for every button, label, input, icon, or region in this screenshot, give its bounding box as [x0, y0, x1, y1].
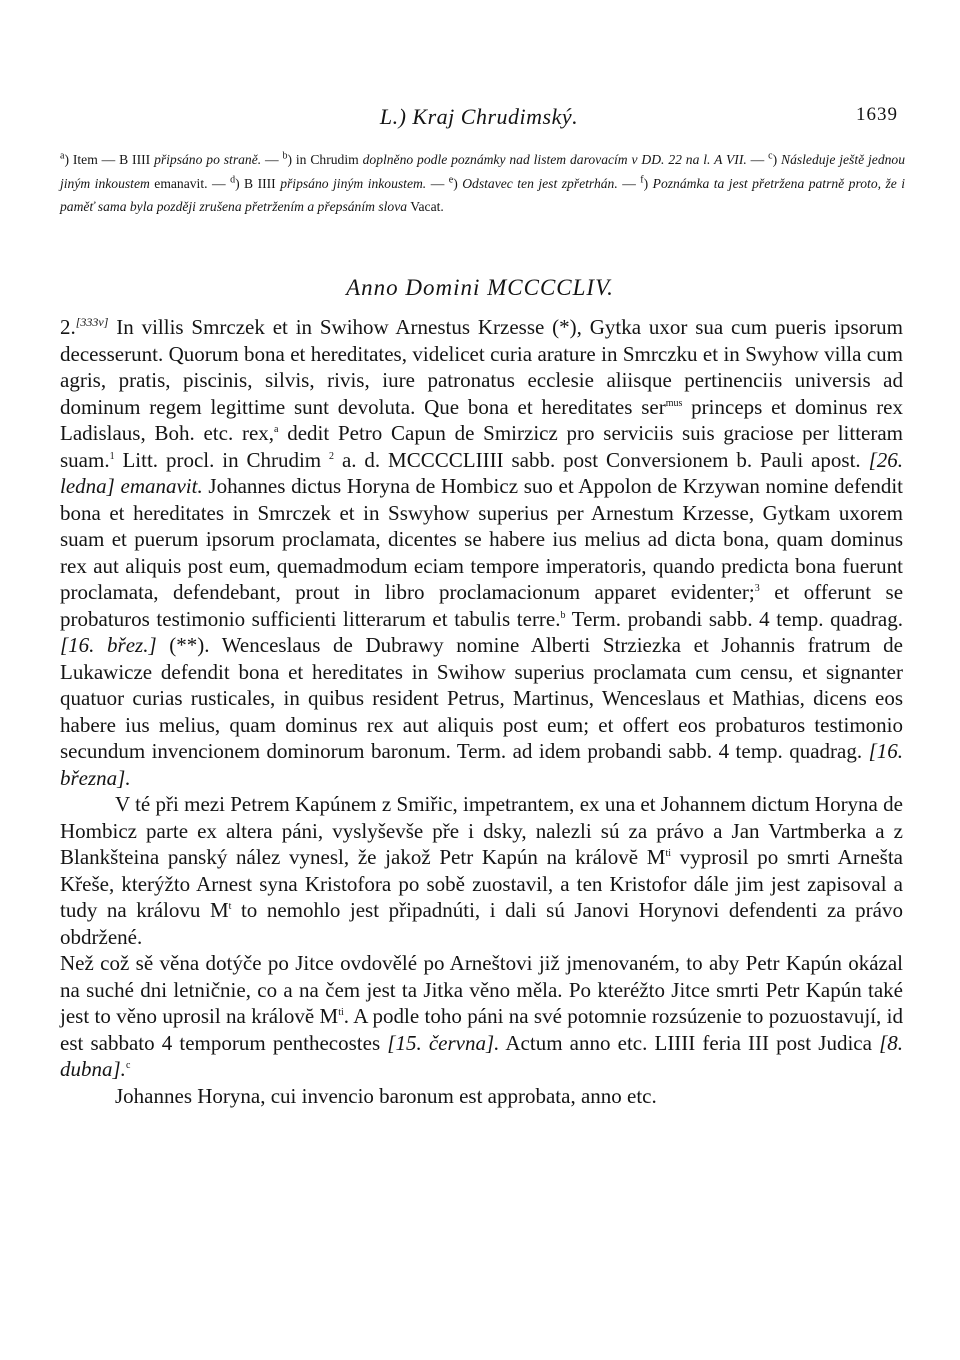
footnote-marker-a: a [60, 150, 65, 162]
paragraph-4 [60, 1083, 903, 1110]
footnote-b-italic: doplněno podle poznámky nad listem darovacím v DD. 22 na l. A VII. [362, 152, 747, 167]
footnote-ref: 3 [754, 583, 760, 594]
footnote-f-italic: Poznámka ta jest přetržena patrně proto, že i paměť sama byla později zrušena přetržením a přepsáním slova [60, 175, 906, 214]
footnote-marker-d: d [230, 173, 236, 185]
paragraph-1-text: et offerunt se probaturos testimonio sufficienti litterarum et tabulis terre. [60, 580, 904, 631]
paragraph-1 [60, 314, 903, 791]
paragraph-1-text: In villis Smrczek et in Swihow Arnestus Krzesse (*), Gytka uxor sua cum pueris ipsorum decesserunt. Quorum bona et hereditates, videlicet curia arature in Smrczku et in Swyhow villa cum agris, pratis, piscinis, silvis, rivis, iure patronatus ecclesie aliisque pertinenciis universis ad dominum regem legittime sunt devoluta. Que bona et hereditates ser [60, 315, 903, 419]
footnote-marker-e: e [448, 173, 454, 185]
paragraph-2-text: to nemohlo jest připadnúti, i dali sú Janovi Horynovi defendenti za právo obdržené. [60, 898, 903, 949]
superscript: ti [338, 1007, 344, 1018]
paragraph-3 [60, 950, 903, 1083]
paragraph-1-text: Term. probandi sabb. 4 temp. quadrag. [565, 606, 903, 631]
paragraph-2 [60, 791, 903, 950]
paragraph-3-text: Než což sě věna dotýče po Jitce ovdovělé po Arneštovi již jmenovaném, to aby Petr Kapún okázal na suché dni letničnie, co a na čem jest ta Jitka věno měla. Po kteréžto Jitce smrti Petr Kapún také jest to věno uprosil na královĕ M [60, 951, 903, 1028]
footnote-a-italic: připsáno po straně. [154, 152, 262, 167]
page-number: 1639 [856, 104, 898, 125]
paragraph-1-text: princeps et dominus rex Ladislaus, Boh. etc. rex, [60, 394, 904, 445]
paragraph-1-text: Litt. procl. in Chrudim [114, 447, 330, 472]
paragraph-1-text: a. d. MCCCCLIIII sabb. post Conversionem b. Pauli apost. [334, 447, 869, 472]
paragraph-3-text: . A podle toho páni na své potomnie rozsúzenie to pozuostavují, id est sabbato 4 temporum penthecostes [60, 1004, 903, 1055]
footnotes [60, 148, 905, 219]
footnote-b-text: ) in Chrudim [287, 152, 359, 167]
paragraph-2-text: vyprosil po smrti Arnešta Křeše, kterýžto Arnest syna Kristofora po sobě zuostavil, a ten Kristofor dále jim jest zapisoval a tudy na královu M [60, 845, 903, 922]
year-heading: Anno Domini MCCCCLIV. [346, 275, 614, 300]
footnote-marker-b: b [282, 150, 288, 162]
superscript: mus [665, 397, 683, 409]
footnote-e-text: ) [453, 175, 458, 191]
footnote-block: $^a$) Item — B IIII připsáno po straně. — $^b$) in Chrudim doplněno podle poznámky nad listem darovacím v DD. 22 na l. A VII. — $^c$) Následuje ještě jednou jiným inkoustem emanavit. — $^d$) B IIII připsáno jiným inkoustem. — $^e$) Odstavec ten jest zpřetrhán. — $^f$) Poznámka ta jest přetržena patrně proto, že i paměť sama byla později zrušena přetržením a přepsáním slova Vacat. [60, 150, 906, 214]
footnote-c-text-2: emanavit. [154, 175, 208, 191]
paragraph-3-text: Actum anno etc. LIIII feria III post Judica [499, 1030, 880, 1055]
paragraph-1-text: (**). Wenceslaus de Dubrawy nomine Alberti Strziezka et Johannis fratrum de Lukawicze defendit bona et hereditates in Swihow superius proclamata cum censu, et signanter quatuor curias rusticales, in quibus resident Petrus, Martinus, Wenceslaus et Mathias, dicens eos habere ius melius, quam dominus rex aut aliquis post eum; et offert eos probaturos testimonio secundum invencionem dominorum baronum. Term. ad idem probandi sabb. 4 temp. quadrag. [60, 633, 903, 763]
footnote-c-text: ) [772, 152, 778, 167]
date-annotation: [8. dubna]. [60, 1030, 904, 1081]
date-annotation: [26. ledna] emanavit. [60, 447, 903, 498]
body-text [60, 314, 903, 1109]
footnote-f-text-2: Vacat. [410, 199, 444, 214]
footnote-e-italic: Odstavec ten jest zpřetrhán. [462, 175, 618, 191]
date-annotation: [15. června]. [387, 1030, 500, 1055]
date-annotation: [16. března]. [60, 739, 903, 790]
footnote-f-text: ) [643, 175, 649, 191]
superscript: t [228, 901, 232, 912]
entry-number: 2. [60, 315, 76, 339]
paragraph-4-text: Johannes Horyna, cui invencio baronum est approbata, anno etc. [115, 1083, 657, 1108]
running-title: L.) Kraj Chrudimský. [379, 104, 579, 129]
paragraph-1-text: Johannes dictus Horyna de Hombicz suo et Appolon de Krzywan nomine defendit bona et hereditates in Smrczek et in Sswyhow superius per Arnestum Krzesse, Gytkam uxorem suam et puerum ipsorum proclamata, dicentes se habere ius melius ad dicta bona, quam dominus rex aut aliquis post eum, quemadmodum eciam tempore imperatoris, quando predicta bona fuerunt proclamata, defendebant, prout in libro proclamacionum apparet evidenter; [60, 474, 903, 604]
footnote-ref: a [274, 424, 279, 435]
footnote-a-text: ) Item — B IIII [64, 152, 151, 167]
footnote-marker-f: f [640, 173, 644, 185]
footnote-marker-c: c [768, 150, 773, 162]
footnote-d-italic: připsáno jiným inkoustem. [280, 175, 427, 191]
footnote-ref: c [125, 1060, 131, 1071]
paragraph-1-text: dedit Petro Capun de Smirzicz pro serviciis suis graciose per litteram suam. [60, 421, 904, 472]
superscript: ti [665, 848, 672, 859]
date-annotation: [16. břez.] [60, 633, 157, 657]
page-header [60, 104, 898, 134]
margin-reference: [333v] [75, 315, 109, 329]
footnote-d-text: ) B IIII [235, 175, 276, 191]
paragraph-2-text: V té při mezi Petrem Kapúnem z Smiřic, impetrantem, ex una et Johannem dictum Horyna de Hombicz parte ex altera páni, vyslyševše pře i dsky, nalezli sú za právo a Jan Vartmberka a z Blankšteina panský nález vynesl, že jakož Petr Kapún na královĕ M [60, 792, 903, 869]
footnote-ref: 2 [329, 450, 335, 462]
footnote-c-italic: Následuje ještě jednou jiným inkoustem [60, 152, 906, 191]
footnote-ref: b [560, 609, 566, 621]
footnote-ref: 1 [109, 450, 115, 462]
